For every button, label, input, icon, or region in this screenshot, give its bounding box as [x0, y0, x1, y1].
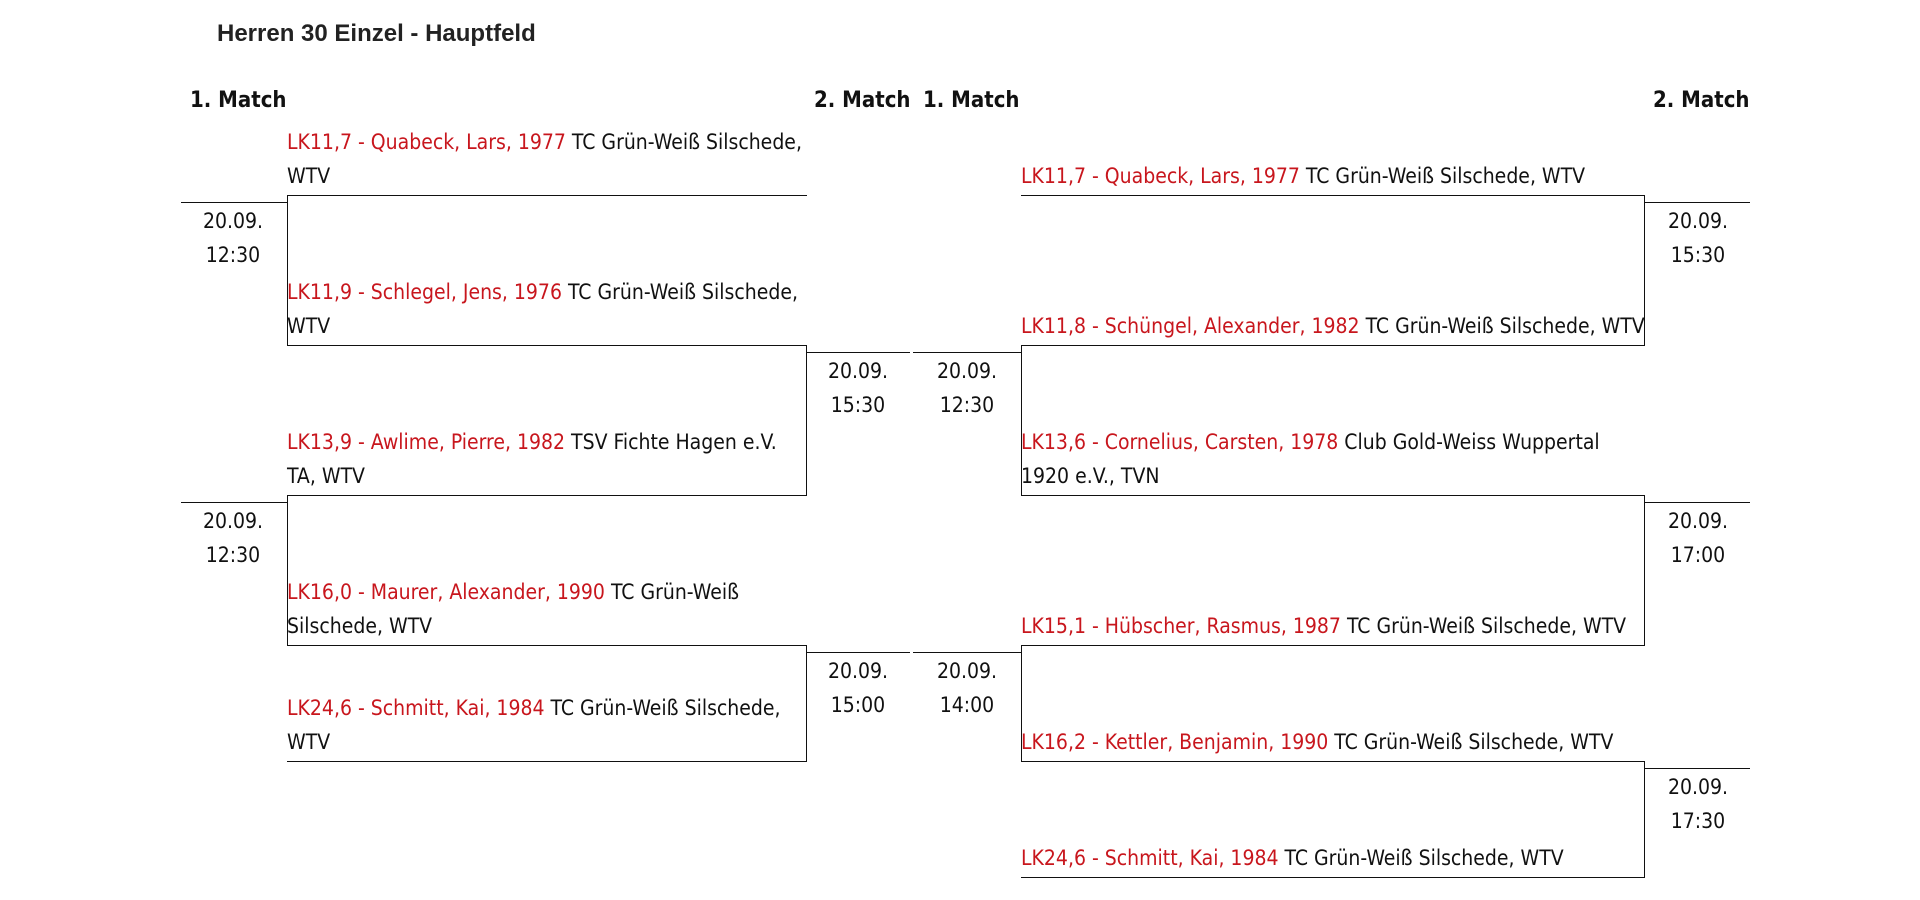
bracket-connector [1021, 646, 1022, 762]
player-entry [1021, 300, 1645, 346]
player-entry [1021, 150, 1645, 196]
bracket-connector [181, 502, 287, 503]
player-club: TC Grün-Weiß Silschede, WTV [287, 280, 798, 338]
bracket-connector [287, 496, 288, 646]
match-time [185, 204, 281, 272]
bracket-connector [806, 652, 910, 653]
player-name[interactable]: LK13,9 - Awlime, Pierre, 1982 [287, 430, 566, 454]
bracket-connector [1644, 502, 1750, 503]
player-entry [1021, 422, 1645, 496]
bracket-connector [287, 196, 288, 346]
player-entry [287, 422, 807, 496]
bracket-connector [1644, 202, 1750, 203]
player-club: TC Grün-Weiß Silschede, WTV [1305, 164, 1586, 188]
bracket-connector [1644, 762, 1645, 878]
player-name[interactable]: LK11,8 - Schüngel, Alexander, 1982 [1021, 314, 1360, 338]
bracket-connector [1644, 496, 1645, 646]
match-time [919, 354, 1015, 422]
match-clock: 14:00 [939, 693, 995, 717]
match-time [812, 354, 904, 422]
player-club: TSV Fichte Hagen e.V. TA, WTV [287, 430, 777, 488]
player-name[interactable]: LK24,6 - Schmitt, Kai, 1984 [1021, 846, 1279, 870]
player-name[interactable]: LK16,0 - Maurer, Alexander, 1990 [287, 580, 605, 604]
bracket-connector [806, 352, 910, 353]
bracket-connector [806, 646, 807, 762]
match-clock: 15:30 [1670, 243, 1726, 267]
player-club: TC Grün-Weiß Silschede, WTV [1346, 614, 1627, 638]
player-name[interactable]: LK15,1 - Hübscher, Rasmus, 1987 [1021, 614, 1341, 638]
header-left-round2: 2. Match [814, 88, 911, 113]
player-entry [1021, 836, 1645, 878]
bracket-connector [913, 652, 1021, 653]
match-time [185, 504, 281, 572]
match-clock: 12:30 [205, 543, 261, 567]
match-date: 20.09. [1667, 775, 1729, 799]
match-date: 20.09. [827, 659, 889, 683]
player-entry [287, 696, 807, 762]
match-date: 20.09. [936, 659, 998, 683]
match-time [1650, 504, 1746, 572]
player-name[interactable]: LK16,2 - Kettler, Benjamin, 1990 [1021, 730, 1329, 754]
player-club: TC Grün-Weiß Silschede, WTV [287, 580, 739, 638]
player-entry [287, 272, 807, 346]
player-name[interactable]: LK24,6 - Schmitt, Kai, 1984 [287, 696, 545, 720]
match-date: 20.09. [202, 509, 264, 533]
player-club: Club Gold-Weiss Wuppertal 1920 e.V., TVN [1021, 430, 1600, 488]
player-club: TC Grün-Weiß Silschede, WTV [1365, 314, 1645, 338]
match-date: 20.09. [1667, 509, 1729, 533]
player-club: TC Grün-Weiß Silschede, WTV [287, 696, 781, 754]
player-name[interactable]: LK11,9 - Schlegel, Jens, 1976 [287, 280, 562, 304]
player-entry [1021, 600, 1645, 646]
player-entry [287, 572, 807, 646]
match-date: 20.09. [827, 359, 889, 383]
match-time [812, 654, 904, 722]
page-title: Herren 30 Einzel - Hauptfeld [217, 20, 536, 47]
header-left-round1: 1. Match [190, 88, 287, 113]
bracket-connector [806, 346, 807, 496]
player-entry [1021, 720, 1645, 762]
player-club: TC Grün-Weiß Silschede, WTV [1284, 846, 1564, 870]
match-clock: 12:30 [939, 393, 995, 417]
header-right-round1: 1. Match [923, 88, 1020, 113]
bracket-connector [913, 352, 1021, 353]
bracket-connector [1021, 346, 1022, 496]
match-clock: 15:30 [830, 393, 886, 417]
player-club: TC Grün-Weiß Silschede, WTV [1334, 730, 1614, 754]
bracket-connector [1644, 196, 1645, 346]
player-name[interactable]: LK11,7 - Quabeck, Lars, 1977 [1021, 164, 1300, 188]
bracket-connector [1644, 768, 1750, 769]
player-name[interactable]: LK11,7 - Quabeck, Lars, 1977 [287, 130, 566, 154]
player-club: TC Grün-Weiß Silschede, WTV [287, 130, 802, 188]
match-date: 20.09. [936, 359, 998, 383]
header-right-round2: 2. Match [1653, 88, 1750, 113]
match-clock: 15:00 [830, 693, 886, 717]
match-time [1650, 204, 1746, 272]
match-date: 20.09. [202, 209, 264, 233]
match-clock: 17:30 [1670, 809, 1726, 833]
player-entry [287, 122, 807, 196]
player-name[interactable]: LK13,6 - Cornelius, Carsten, 1978 [1021, 430, 1339, 454]
match-time [919, 654, 1015, 722]
match-clock: 17:00 [1670, 543, 1726, 567]
match-time [1650, 770, 1746, 838]
bracket-connector [181, 202, 287, 203]
match-date: 20.09. [1667, 209, 1729, 233]
match-clock: 12:30 [205, 243, 261, 267]
